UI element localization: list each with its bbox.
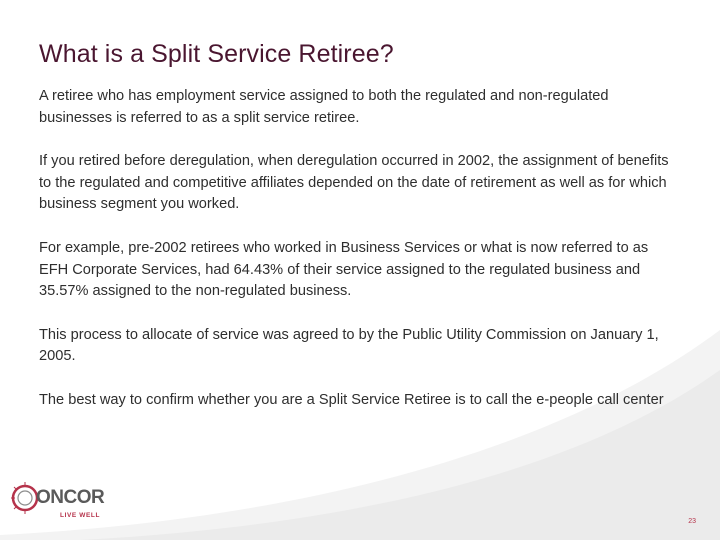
logo-tagline: LIVE WELL xyxy=(60,512,101,519)
paragraph-definition: A retiree who has employment service assigned to both the regulated and non-regulated businesses is referred to as a split service retiree. xyxy=(39,88,609,126)
paragraph-deregulation: If you retired before deregulation, when deregulation occurred in 2002, the assignment of benefits to the regulated and competitive affiliates depended on the date of retirement as well as for which business segment you worked. xyxy=(39,153,669,213)
logo-wordmark: ONCOR xyxy=(36,487,105,508)
slide-title: What is a Split Service Retiree? xyxy=(39,40,394,68)
slide-body xyxy=(39,86,669,434)
paragraph-contact: The best way to confirm whether you are a Split Service Retiree is to call the e-people call center xyxy=(39,391,664,408)
paragraph-commission: This process to allocate of service was agreed to by the Public Utility Commission on January 1, 2005. xyxy=(39,326,659,365)
paragraph-example: For example, pre-2002 retirees who worked in Business Services or what is now referred to as EFH Corporate Services, had 64.43% of their service assigned to the regulated business and 35.57% assigned to the non-regulated business. xyxy=(39,239,649,300)
page-number: 23 xyxy=(688,518,696,525)
